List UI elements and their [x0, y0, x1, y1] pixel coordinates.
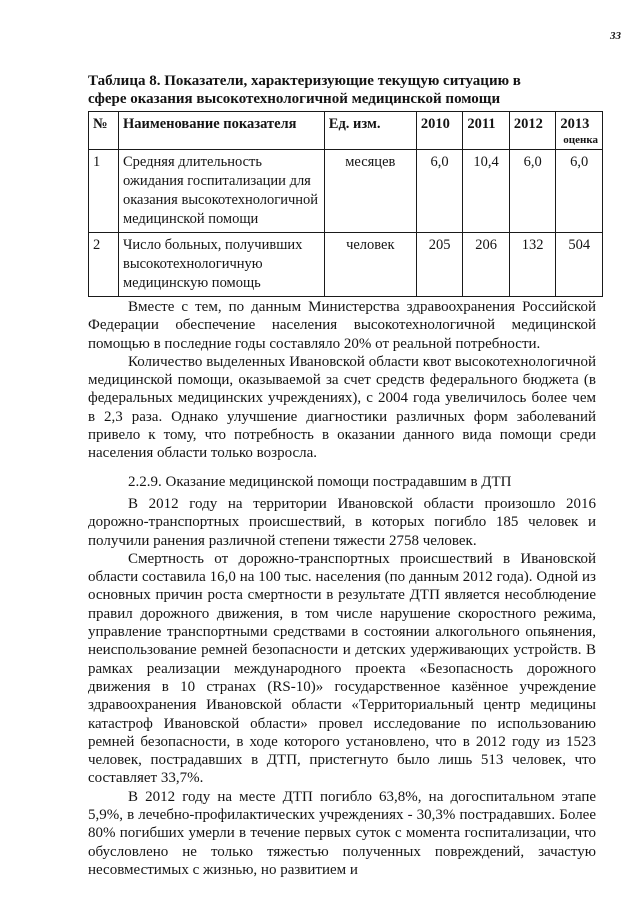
row-unit: месяцев: [324, 150, 416, 233]
table-row: [89, 233, 603, 297]
row-name: Средняя длительность ожидания госпитализации для оказания высокотехнологичной медицинской помощи: [118, 150, 324, 233]
header-unit: Ед. изм.: [324, 112, 416, 150]
page-number: 33: [610, 30, 621, 42]
body-text: [88, 298, 596, 879]
header-2013: [556, 112, 603, 150]
table-caption-line2: сфере оказания высокотехнологичной медицинской помощи: [88, 91, 501, 107]
paragraph: Вместе с тем, по данным Министерства здравоохранения Российской Федерации обеспечение населения высокотехнологичной медицинской помощью в последние годы составляло 20% от реальной потребности.: [88, 299, 596, 352]
paragraph: Количество выделенных Ивановской области квот высокотехнологичной медицинской помощи, оказываемой за счет средств федерального бюджета (в федеральных медицинских учреждениях), с 2004 года увеличилось более чем в 2,3 раза. Однако улучшение диагностики различных форм заболеваний привело к тому, что потребность в оказании данного вида помощи среди населения области только возросла.: [88, 353, 596, 462]
row-number: 1: [89, 150, 119, 233]
row-value-2011: 206: [463, 233, 510, 297]
row-value-2013: 6,0: [556, 150, 603, 233]
header-2010: 2010: [416, 112, 463, 150]
row-value-2012: 132: [509, 233, 556, 297]
header-2011: 2011: [463, 112, 510, 150]
paragraph: В 2012 году на месте ДТП погибло 63,8%, на догоспитальном этапе 5,9%, в лечебно-профилактических учреждениях - 30,3% пострадавших. Более 80% погибших умерли в течение первых суток с момента госпитализации, что обусловлено не только тяжестью полученных повреждений, зачастую несовместимых с жизнью, но развитием и: [88, 788, 596, 878]
table-header-row: [89, 112, 603, 150]
section-title: 2.2.9. Оказание медицинской помощи пострадавшим в ДТП: [128, 473, 512, 490]
row-value-2010: 205: [416, 233, 463, 297]
row-unit: человек: [324, 233, 416, 297]
indicators-table: [88, 111, 603, 297]
paragraph: В 2012 году на территории Ивановской области произошло 2016 дорожно-транспортных происшествий, в которых погибло 185 человек и получили ранения различной степени тяжести 2758 человек.: [88, 495, 596, 549]
row-number: 2: [89, 233, 119, 297]
header-2013-estimate: оценка: [563, 134, 598, 146]
row-value-2013: 504: [556, 233, 603, 297]
row-value-2010: 6,0: [416, 150, 463, 233]
row-value-2012: 6,0: [509, 150, 556, 233]
table-row: [89, 150, 603, 233]
row-value-2011: 10,4: [463, 150, 510, 233]
header-2012: 2012: [509, 112, 556, 150]
header-number: №: [89, 112, 119, 150]
table-caption-line1: Таблица 8. Показатели, характеризующие текущую ситуацию в: [88, 73, 521, 89]
paragraph: Смертность от дорожно-транспортных происшествий в Ивановской области составила 16,0 на 100 тыс. населения (по данным 2012 года). Одной из основных причин роста смертности в результате ДТП является несоблюдение правил дорожного движения, в том числе нарушение скоростного режима, управление транспортными средствами в состоянии алкогольного опьянения, неиспользование ремней безопасности и детских удерживающих устройств. В рамках реализации международного проекта «Безопасность дорожного движения в 10 странах (RS-10)» государственное казённое учреждение здравоохранения Ивановской области «Территориальный центр медицины катастроф Ивановской области» провел исследование по использованию ремней безопасности, в ходе которого установлено, что в 2012 году из 1523 человек, пострадавших в ДТП, пристегнуто было лишь 513 человек, что составляет 33,7%.: [88, 550, 596, 787]
row-name: Число больных, получивших высокотехнологичную медицинскую помощь: [118, 233, 324, 297]
header-name: Наименование показателя: [118, 112, 324, 150]
header-2013-year: 2013: [560, 116, 590, 132]
table-caption: [88, 72, 588, 108]
